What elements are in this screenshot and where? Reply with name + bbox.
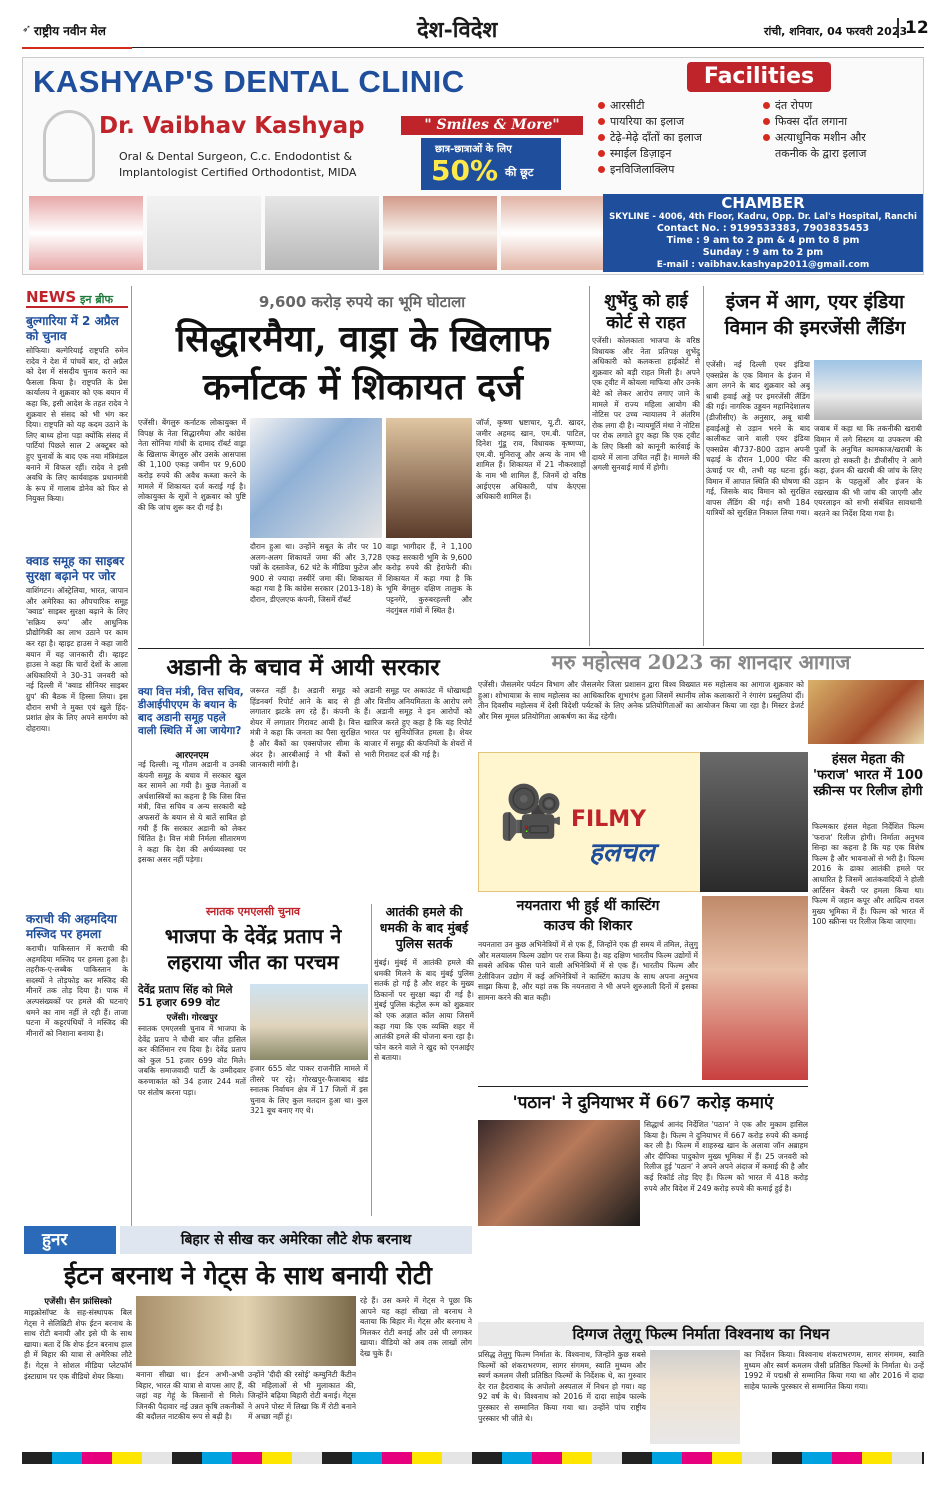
vadra-photo — [386, 418, 472, 538]
airindia-headline-2: विमान की इमरजेंसी लैंडिंग — [724, 317, 906, 339]
hunar-body: बनाना सीखा था। ईटन अभी-अभी बिहार, भारत की यात्रा से वापस आए हैं, जहां वह गेहूं के किसानों से मिले। जिनकी पैदावार नई उन्नत कृषि तकनीकों की बदौलत नाटकीय रूप से बढ़ी है। — [136, 1370, 244, 1422]
film-camera-icon: 🎥 — [499, 783, 564, 843]
suvendu-headline-1: शुभेंदु को हाई — [604, 291, 688, 311]
caduceus-icon — [43, 110, 95, 182]
column-divider — [371, 904, 372, 1216]
offer-suffix: की छूट — [505, 166, 534, 179]
chamber-time: Time : 9 am to 2 pm & 4 pm to 8 pm — [666, 235, 860, 246]
mumbai-body: मुंबई। मुंबई में आतंकी हमले की धमकी मिलने के बाद मुंबई पुलिस सतर्क हो गई है और शहर के मुख्य ठिकानों पर सुरक्षा बढ़ा दी गई है। मुंबई पुलिस कंट्रोल रूम को शुक्रवार को एक अज्ञात कॉल आया जिसमें कहा गया कि एक व्यक्ति शहर में आतंकी हमले की योजना बना रहा है। फोन करने वाले ने खुद को एनआईए से बताया। — [374, 958, 474, 1063]
vishwanath-body: का निर्देशन किया। विश्वनाथ शंकराभरणम, सागर संगमम, स्वाति मुथ्यम और स्वर्ण कमलम जैसी प्रतिष्ठित फिल्मों के निर्माता थे। उन्हें 1992 में पद्मश्री से सम्मानित किया गया था और 2016 में दादा साहेब फाल्के पुरस्कार से सम्मानित किया गया। — [744, 1350, 924, 1391]
airindia-body: जवाब में कहा था कि तकनीकी खराबी विमान में लगे सिस्टम या उपकरण की पुर्जों के अनुचित कामकाज/खराबी के कारण हो सकती है। डीजीसीए ने आगे कहा, इंजन की खराबी की जांच के लिए उड़ान के पहलुओं और इंजन के रखरखाव की भी जांच की जाएगी और एयरलाइन को सभी संबंधित सावधानी बरतने का निर्देश दिया गया है। — [814, 424, 922, 518]
adani-byline: आरएनएम — [175, 751, 209, 761]
hunar-body: माइक्रोसॉफ्ट के सह-संस्थापक बिल गेट्स ने सेलिब्रिटी शेफ ईटन बरनाथ के साथ रोटी बनायी और इसे घी के साथ खाया। बता दें कि शेफ ईटन बरनाथ हाल ही में बिहार की यात्रा से अमेरिका लौटे हैं। गेट्स ने सोशल मीडिया प्लेटफॉर्म इंस्टाग्राम पर एक वीडियो शेयर किया। — [24, 1308, 132, 1381]
lead-body: वाड्रा भागीदार हैं, ने 1,100 एकड़ सरकारी भूमि के 9,600 करोड़ रुपये की हेराफेरी की। शिकायत में कहा गया है कि भूमि बेंगलुरु दक्षिण तालुक के पट्टनगेरे, कुरुबरहल्ली और नंदगुंबल गांवों में स्थित है। — [386, 542, 472, 615]
masthead — [22, 12, 929, 46]
bjp-subhead: देवेंद्र प्रताप सिंह को मिले 51 हजार 699 वोट — [138, 984, 233, 1009]
column-divider — [131, 286, 132, 1226]
facility-item: फिक्स दाँत लगाना — [763, 114, 923, 130]
pathaan-headline: 'पठान' ने दुनियाभर में 667 करोड़ कमाएं — [512, 1093, 774, 1113]
bjp-body: हजार 655 वोट पाकर राजनीति मामले में तीसरे पर रहे। गोरखपुर-फैजाबाद खंड स्नातक निर्वाचन क्षेत्र में 17 जिलों में इस चुनाव के लिए कुल मतदान हुआ था। कुल 321 बूथ बनाए गए थे। — [250, 1064, 368, 1116]
airindia-headline-1: इंजन में आग, एयर इंडिया — [725, 291, 905, 313]
lead-kicker: 9,600 करोड़ रुपये का भूमि घोटाला — [258, 293, 466, 311]
smile-photo-1 — [383, 196, 497, 270]
gorakhpur-photo — [250, 984, 368, 1060]
offer-box — [421, 138, 561, 190]
facility-item: अत्याधुनिक मशीन और — [763, 130, 923, 146]
hunar-label: हुनर — [24, 1226, 116, 1254]
doctor-name: Dr. Vaibhav Kashyap — [99, 113, 365, 139]
bullet-icon — [598, 118, 605, 125]
adani-body: जरूरत नहीं है। अडानी समूह को हिंडनबर्ग रिपोर्ट आने के बाद से ही लगातार झटके लग रहे हैं। कंपनी के शेयर में लगातार गिरावट आयी है। वित्त मंत्री ने कहा कि जनता का पैसा सुरक्षित है और बैंकों का एक्सपोजर सीमा के अंदर है। आरबीआई ने भी बैंकों से जानकारी मांगी है। — [250, 686, 360, 770]
facility-item: स्माईल डिज़ाइन — [598, 146, 768, 162]
bjp-headline-2: लहराया जीत का परचम — [167, 950, 339, 974]
adani-headline: अडानी के बचाव में आयी सरकार — [166, 654, 440, 681]
nayanthara-photo — [702, 896, 808, 1080]
lead-body: दौरान हुआ था। उन्होंने सबूत के तौर पर 10 अलग-अलग शिकायतें जमा कीं और 3,728 पन्नों के दस्तावेज, 62 घंटे के मीडिया फुटेज और 900 से ज्यादा तस्वीरें जमा कीं। शिकायत में कहा गया है कि कांग्रेस सरकार (2013-18) के दौरान, डीएलएफ कंपनी, जिसमें रॉबर्ट — [250, 542, 382, 604]
gates-photo — [136, 1296, 356, 1366]
hunar-body: उन्होंने 'दीदी की रसोई' कम्युनिटी कैंटीन की महिलाओं से भी मुलाकात की, जिन्होंने बढ़िया बिहारी रोटी बनाई। गेट्स ने अपने पोस्ट में लिखा कि मैं रोटी बनाने में अच्छा नहीं हूं। — [248, 1370, 356, 1422]
page-number: 12 — [897, 18, 929, 38]
filmy-label: FILMY — [571, 807, 647, 832]
bullet-icon — [763, 118, 770, 125]
airindia-body: एजेंसी। नई दिल्ली एयर इंडिया एक्सप्रेस के एक विमान के इंजन में आग लगने के बाद शुक्रवार को अबू धाबी हवाई अड्डे पर इमरजेंसी लैंडिंग की गई। नागरिक उड्डयन महानिदेशालय (डीजीसीए) के अनुसार, अबू धाबी हवाईअड्डे से उड़ान भरने के बाद कालीकट जाने वाली एयर इंडिया एक्सप्रेस बी737-800 उड़ान अपनी चढ़ाई के दौरान 1,000 फीट की ऊंचाई पर थी, तभी यह घटना हुई। विमान में आपात स्थिति की घोषणा की गई, जिसके बाद विमान को सुरक्षित वापस लैंडिंग की गई। सभी 184 यात्रियों को सुरक्षित निकाल लिया गया। — [706, 360, 810, 518]
siddaramaiah-photo — [250, 418, 382, 538]
dateline: रांची, शनिवार, 04 फरवरी 2023 — [764, 25, 908, 38]
hansal-headline: हंसल मेहता की 'फराज' भारत में 100 स्क्रीन्स पर रिलीज होगी — [812, 752, 924, 799]
suvendu-body: एजेंसी। कोलकाता भाजपा के वरिष्ठ विधायक और नेता प्रतिपक्ष शुभेंदु अधिकारी को कलकत्ता हाईकोर्ट से शुक्रवार को बड़ी राहत मिली है। अपने एक ट्वीट में कोयला माफिया और उनके बेटे को लेकर आरोप लगाए जाने के मामले में राज्य महिला आयोग की नोटिस पर उच्च न्यायालय ने अंतरिम रोक लगा दी है। न्यायमूर्ति मंथा ने नोटिस पर रोक लगाते हुए कहा कि एक ट्वीट के लिए किसी को कानूनी कार्रवाई के दायरे में लाना उचित नहीं है। मामले की अगली सुनवाई मार्च में होगी। — [592, 336, 700, 473]
section-rule — [478, 1086, 808, 1087]
vishwanath-photo — [650, 1350, 740, 1444]
pathaan-body: सिद्धार्थ आनंद निर्देशित 'पठान' ने एक और मुकाम हासिल किया है। फिल्म ने दुनियाभर में 667 करोड़ रुपये की कमाई कर ली है। फिल्म में शाहरुख खान के अलावा जॉन अब्राहम और दीपिका पादुकोण मुख्य भूमिका में हैं। 25 जनवरी को रिलीज हुई 'पठान' ने अपने अपने अंदाज में कमाई की है और कई रिकॉर्ड तोड़ दिए हैं। फिल्म को भारत में 418 करोड़ रुपये और विदेश में 249 करोड़ रुपये की कमाई हुई है। — [644, 1120, 808, 1193]
dental-ad — [22, 57, 924, 275]
facilities-list-right — [763, 98, 923, 162]
chamber-address: SKYLINE - 4006, 4th Floor, Kadru, Opp. Dr. Lal's Hospital, Ranchi — [609, 212, 917, 222]
eagle-logo-icon: ➶ — [22, 22, 32, 35]
aircraft-photo — [814, 360, 922, 420]
offer-percent: 50% — [431, 154, 499, 187]
facility-item: तकनीक के द्वारा इलाज — [775, 147, 867, 160]
bjp-headline-1: भाजपा के देवेंद्र प्रताप ने — [164, 924, 342, 948]
hunar-byline: एजेंसी। सैन फ्रांसिस्को — [44, 1297, 112, 1307]
facility-item: दंत रोपण — [763, 98, 923, 114]
adani-body: नई दिल्ली। न्यू गौतम अडानी व उनकी कंपनी समूह के बचाव में सरकार खुल कर सामने आ गयी है। कुछ नेताओं व अर्थशास्त्रियों का कहना है कि जिस वित्त मंत्री, वित्त सचिव व अन्य सरकारी बड़े अफसरों के बयान से ये बातें साबित हो गयी हैं कि सरकार अडानी को लेकर चिंतित है। वित्त मंत्री निर्मला सीतारमण ने कहा कि देश की अर्थव्यवस्था पर इसका असर नहीं पड़ेगा। — [138, 760, 246, 865]
lead-body: जॉर्ज, कृष्णा भ्रष्टाचार, यू.टी. खादर, जमीर अहमद खान, एम.बी. पाटिल, दिनेश गुंडू राव, विधायक कृष्णप्पा, एम.बी. मुनिराजू और अन्य के नाम भी शामिल हैं। शिकायत में 21 नौकरशाहों के नाम भी शामिल हैं, जिनमें दो वरिष्ठ आईएएस अधिकारी, पांच केएएस अधिकारी शामिल हैं। — [476, 418, 586, 502]
adani-sidebar-question: क्या वित्त मंत्री, वित्त सचिव, डीआईपीएएम के बयान के बाद अडानी समूह पहले वाली स्थिति में आ जायेगा? — [138, 686, 244, 737]
desert-festival-headline: मरु महोत्सव 2023 का शानदार आगाज — [551, 650, 851, 674]
column-divider — [703, 286, 704, 646]
footer-color-strip — [22, 1452, 924, 1464]
brief-headline: क्वाड समूह का साइबर सुरक्षा बढ़ाने पर जोर — [26, 554, 125, 583]
tagline: " Smiles & More" — [401, 116, 583, 135]
nayanthara-headline-2: काउच की शिकार — [543, 918, 633, 934]
facility-item: पायरिया का इलाज — [598, 114, 768, 130]
bullet-icon — [598, 150, 605, 157]
denture-photo — [29, 196, 143, 270]
brief-body: कराची। पाकिस्तान में कराची की अहमदिया मस्जिद पर हमला हुआ है। तहरीक-ए-लब्बैक पाकिस्तान के सदस्यों ने तोड़फोड़ कर मस्जिद की मीनारें तक तोड़ दिया है। पाक में अल्पसंख्यकों पर हमले की घटनाएं थमने का नाम नहीं ले रही हैं। ताजा घटना में कट्टरपंथियों ने मस्जिद की मीनारों को निशाना बनाया है। — [26, 944, 128, 1038]
pathaan-photo — [478, 1120, 640, 1226]
chamber-email: E-mail : vaibhav.kashyap2011@gmail.com — [656, 260, 870, 270]
adani-body: अडानी समूह पर अकाउंट में धोखाधड़ी और वित्तीय अनियमितता के आरोप लगे हैं। अडानी समूह ने इन आरोपों को खारिज करते हुए कहा है कि यह रिपोर्ट भारत पर सुनियोजित हमला है। शेयर बाजार में समूह की कंपनियों के शेयरों में भारी गिरावट दर्ज की गई है। — [364, 686, 472, 759]
vishwanath-headline: दिग्गज तेलुगू फिल्म निर्माता विश्वनाथ का निधन — [478, 1322, 924, 1346]
hunar-body: रहे हैं। उस कमरे में गेट्स ने पूछा कि आपने यह कहां सीखा तो बरनाथ ने बताया कि बिहार में। गेट्स और बरनाथ ने मिलकर रोटी बनाई और उसे घी लगाकर खाया। वीडियो को अब तक लाखों लोग देख चुके हैं। — [360, 1296, 472, 1358]
desert-festival-photo — [808, 680, 924, 744]
brief-body: सोफिया। बल्गेरियाई राष्ट्रपति रुमेन रादेव ने देश में पांचवें बार, दो अप्रैल को देश में संसदीय चुनाव कराने का फैसला किया है। राष्ट्रपति के प्रेस कार्यालय ने शुक्रवार को एक बयान में कहा कि, इसी आदेश के तहत रादेव ने शुक्रवार से संसद को भी भंग कर दिया। राष्ट्रपति को यह कदम उठाने के लिए बाध्य होना पड़ा क्योंकि संसद में पार्टियां पिछले साल 2 अक्टूबर को हुए चुनावों के बाद एक नया मंत्रिमंडल बनाने में विफल रहीं। रादेव ने इसी अवधि के लिए कार्यवाहक प्रधानमंत्री के रूप में गालाब डोनेव को फिर से नियुक्त किया। — [26, 346, 128, 504]
facility-item: टेढ़े-मेढ़े दाँतों का इलाज — [598, 130, 768, 146]
lead-body: एजेंसी। बेंगलुरु कर्नाटक लोकायुक्त में विपक्ष के नेता सिद्धारमैया और कांग्रेस नेता सोनिया गांधी के दामाद रॉबर्ट वाड्रा के खिलाफ बेंगलुरु और उसके आसपास की 1,100 एकड़ जमीन पर 9,600 करोड़ रुपये की अवैध कब्जा करने के मामले में शिकायत दर्ज कराई गई है। लोकायुक्त के सूत्रों ने शुक्रवार को पुष्टि की कि जांच शुरू कर दी गई है। — [138, 418, 246, 512]
bullet-icon — [763, 102, 770, 109]
hunar-headline: ईटन बरनाथ ने गेट्स के साथ बनायी रोटी — [64, 1261, 432, 1290]
news-label: NEWS — [26, 288, 77, 306]
halchal-label: हलचल — [589, 838, 655, 868]
facility-item: इनविजिलाक्लिप — [598, 162, 768, 178]
nayanthara-headline-1: नयनतारा भी हुई थीं कास्टिंग — [516, 898, 660, 914]
column-divider — [589, 286, 590, 646]
facilities-title: Facilities — [687, 62, 831, 92]
lead-headline-line1: सिद्धारमैया, वाड्रा के खिलाफ — [175, 318, 551, 360]
chamber-sunday: Sunday : 9 am to 2 pm — [702, 247, 824, 258]
chamber-box — [603, 194, 923, 272]
bullet-icon — [598, 102, 605, 109]
brief-headline: कराची की अहमदिया मस्जिद पर हमला — [26, 912, 117, 941]
facility-item: आरसीटी — [598, 98, 768, 114]
news-in-brief-header — [26, 286, 128, 308]
bullet-icon — [598, 166, 605, 173]
brief-headline: बुल्गारिया में 2 अप्रैल को चुनाव — [26, 314, 119, 343]
clinic-name: KASHYAP'S DENTAL CLINIC — [33, 64, 465, 99]
film-star-photo — [700, 752, 808, 892]
bullet-icon — [763, 134, 770, 141]
bjp-body: स्नातक एमएलसी चुनाव में भाजपा के देवेंद्र प्रताप ने चौथी बार जीत हासिल कर कीर्तिमान रच दिया है। देवेंद्र प्रताप को कुल 51 हजार 699 वोट मिले। जबकि समाजवादी पार्टी के उम्मीदवार करुणाकांत को 34 हजार 244 मतों पर संतोष करना पड़ा। — [138, 1024, 246, 1097]
offer-label: छात्र-छात्राओं के लिए — [435, 144, 512, 155]
qualification-1: Oral & Dental Surgeon, C.c. Endodontist & — [119, 150, 353, 163]
desert-festival-body: एजेंसी। जैसलमेर पर्यटन विभाग और जैसलमेर जिला प्रशासन द्वारा विश्व विख्यात मरु महोत्सव का आगाज शुक्रवार को हुआ। शोभायात्रा के साथ महोत्सव का आधिकारिक शुभारंभ हुआ जिसमें स्थानीय लोक कलाकारों ने रंगारंग प्रस्तुतियां दीं। तीन दिवसीय महोत्सव में देसी विदेशी पर्यटकों के लिए अनेक प्रतियोगिताओं का आयोजन किया जा रहा है। मिस्टर डेजर्ट और मिस मूमल प्रतियोगिता आकर्षण का केंद्र रहेगी। — [478, 680, 804, 721]
nayanthara-body: नयनतारा उन कुछ अभिनेत्रियों में से एक हैं, जिन्होंने एक ही समय में तमिल, तेलुगु और मलयालम फिल्म उद्योग पर राज किया है। वह दक्षिण भारतीय फिल्म उद्योगों में सबसे अधिक फीस पाने वाली अभिनेत्रियों में से एक हैं। भारतीय फिल्म और टेलीविजन उद्योग में कई अभिनेत्रियों ने कास्टिंग काउच के साथ अपना अनुभव साझा किया है, और यहां तक कि नयनतारा ने भी अपने शुरुआती दिनों में इसका सामना करने की बात कही। — [478, 940, 698, 1002]
mumbai-headline: आतंकी हमले की धमकी के बाद मुंबई पुलिस सतर्क — [379, 904, 469, 951]
masthead-rule-main — [132, 47, 924, 48]
news-sub-label: इन ब्रीफ — [80, 293, 113, 306]
lead-headline-line2: कर्नाटक में शिकायत दर्ज — [203, 366, 523, 408]
hunar-kicker: बिहार से सीख कर अमेरिका लौटे शेफ बरनाथ — [120, 1226, 472, 1254]
chamber-contact: Contact No. : 9199533383, 7903835453 — [656, 223, 870, 234]
bjp-kicker: स्नातक एमएलसी चुनाव — [205, 905, 301, 918]
qualification-2: Implantologist Certified Orthodontist, MIDA — [119, 166, 357, 179]
masthead-rule — [22, 47, 132, 49]
suvendu-headline-2: कोर्ट से राहत — [606, 313, 686, 333]
chamber-title: CHAMBER — [721, 194, 805, 212]
smile-photo-2 — [501, 196, 615, 270]
brief-body: वाशिंगटन। ऑस्ट्रेलिया, भारत, जापान और अमेरिका का औपचारिक समूह 'क्वाड' साइबर सुरक्षा बढ़ाने के लिए 'सक्रिय रूप' और आधुनिक प्रौद्योगिकी का लाभ उठाने पर काम कर रहा है। व्हाइट हाउस ने कहा जारी बयान में यह जानकारी दी। व्हाइट हाउस ने कहा कि चारों देशों के आला अधिकारियों ने 30-31 जनवरी को नई दिल्ली में 'क्वाड सीनियर साइबर ग्रुप' की बैठक में हिस्सा लिया। इस दौरान सभी ने मुक्त एवं खुले हिंद-प्रशांत क्षेत्र के लिए अपने समर्पण को दोहराया। — [26, 586, 128, 733]
implant-photo — [265, 196, 379, 270]
bullet-icon — [598, 134, 605, 141]
facilities-list-left — [598, 98, 768, 178]
section-title: देश-विदेश — [417, 17, 498, 43]
paper-name: राष्ट्रीय नवीन मेल — [34, 24, 106, 38]
teeth-photo — [147, 196, 261, 270]
hansal-body: फिल्मकार हंसल मेहता निर्देशित फिल्म 'फराज' रिलीज होगी। निर्माता अनुभव सिन्हा का कहना है कि यह एक विशेष फिल्म है और भावनाओं से भरी है। फिल्म 2016 के ढाका आतंकी हमले पर आधारित है जिसमें आतंकवादियों ने होली आर्टिसन बेकरी पर हमला किया था। फिल्म में जहान कपूर और आदित्य रावल मुख्य भूमिका में हैं। फिल्म को भारत में 100 स्क्रीन्स पर रिलीज किया जाएगा। — [812, 822, 924, 927]
bjp-byline: एजेंसी। गोरखपुर — [166, 1013, 218, 1023]
vishwanath-body: प्रसिद्ध तेलुगु फिल्म निर्माता के. विश्वनाथ, जिन्होंने कुछ सबसे फिल्मों को शंकराभरणम, सागर संगमम, स्वाति मुथ्यम और स्वर्ण कमलम जैसी प्रतिष्ठित फिल्मों के निर्देशक थे, का गुरुवार देर रात हैदराबाद के अपोलो अस्पताल में निधन हो गया। वह 92 वर्ष के थे। विश्वनाथ को 2016 में दादा साहेब फाल्के पुरस्कार से सम्मानित किया गया था। उन्होंने पांच राष्ट्रीय पुरस्कार भी जीते थे। — [478, 1350, 646, 1423]
